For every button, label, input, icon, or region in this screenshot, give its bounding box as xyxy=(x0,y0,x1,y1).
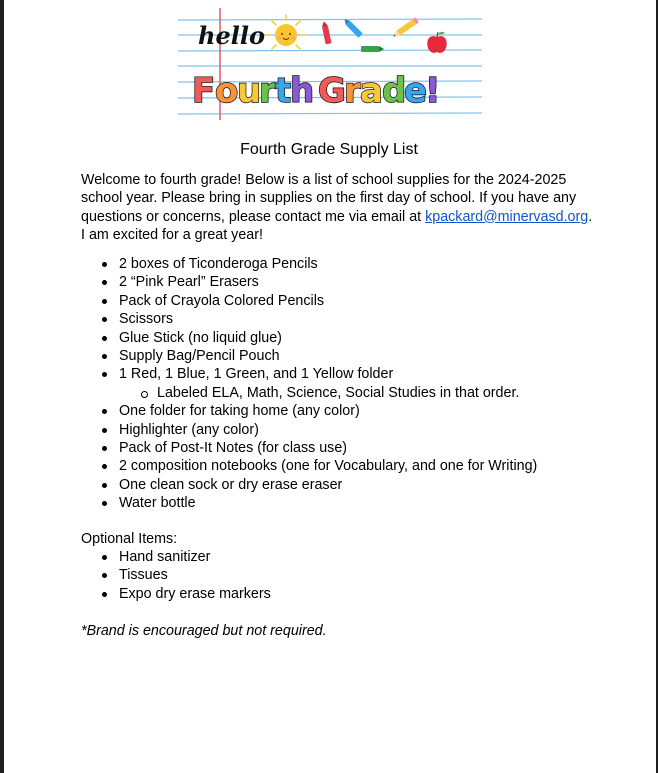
headline-letter: F xyxy=(192,71,216,111)
banner-art xyxy=(178,8,482,120)
hello-text: hello xyxy=(198,21,265,50)
viewer-edge-left xyxy=(0,0,4,773)
email-link[interactable]: kpackard@minervasd.org xyxy=(425,208,589,225)
list-item: Tissues xyxy=(81,566,271,584)
headline-letter: t xyxy=(275,71,292,111)
red-crayon-icon xyxy=(321,21,332,45)
ruled-line xyxy=(178,19,482,20)
list-item: 2 composition notebooks (one for Vocabulary, and one for Writing) xyxy=(81,457,537,475)
ruled-line xyxy=(178,113,482,114)
headline-letter: o xyxy=(215,71,239,111)
headline-letter: r xyxy=(259,71,276,111)
intro-paragraph xyxy=(81,171,621,245)
pencil-icon xyxy=(392,17,419,39)
headline-letter: d xyxy=(382,71,407,111)
intro-line: school year. Please bring in supplies on the first day of school. If you have any xyxy=(81,190,577,207)
headline-letter: h xyxy=(290,71,315,111)
sub-list-item: Labeled ELA, Math, Science, Social Studies in that order. xyxy=(81,384,537,402)
list-item: Supply Bag/Pencil Pouch xyxy=(81,347,537,365)
optional-items-list xyxy=(81,548,271,603)
supply-list xyxy=(81,255,537,512)
list-item: One folder for taking home (any color) xyxy=(81,402,537,420)
headline-letter: r xyxy=(344,71,361,111)
headline-letter: G xyxy=(318,71,346,111)
green-crayon-icon xyxy=(361,46,384,52)
brand-footnote: *Brand is encouraged but not required. xyxy=(81,623,327,639)
list-item: Glue Stick (no liquid glue) xyxy=(81,329,537,347)
optional-items-heading: Optional Items: xyxy=(81,531,178,547)
list-item: 1 Red, 1 Blue, 1 Green, and 1 Yellow folder xyxy=(81,365,537,383)
list-item: Pack of Post-It Notes (for class use) xyxy=(81,439,537,457)
intro-line: Welcome to fourth grade! Below is a list of school supplies for the 2024-2025 xyxy=(81,172,567,188)
hello-fourth-grade-banner xyxy=(178,8,482,120)
list-item: Pack of Crayola Colored Pencils xyxy=(81,292,537,310)
intro-text-tail: questions or concerns, please contact me via email at xyxy=(81,208,426,225)
fourth-grade-headline xyxy=(192,71,441,111)
list-item: Highlighter (any color) xyxy=(81,421,537,439)
headline-letter: e xyxy=(404,71,428,111)
intro-period: . xyxy=(588,208,593,225)
list-item: One clean sock or dry erase eraser xyxy=(81,476,537,494)
list-item: Scissors xyxy=(81,310,537,328)
list-item: Hand sanitizer xyxy=(81,548,271,566)
list-item: 2 “Pink Pearl” Erasers xyxy=(81,273,537,291)
page-title: Fourth Grade Supply List xyxy=(240,141,418,158)
intro-closing: I am excited for a great year! xyxy=(81,227,263,244)
list-item: Water bottle xyxy=(81,494,537,512)
headline-letter: a xyxy=(360,71,383,111)
headline-letter: ! xyxy=(425,71,441,111)
headline-letter: u xyxy=(237,71,262,111)
intro-line xyxy=(81,208,621,226)
list-item: 2 boxes of Ticonderoga Pencils xyxy=(81,255,537,273)
list-item: Expo dry erase markers xyxy=(81,585,271,603)
